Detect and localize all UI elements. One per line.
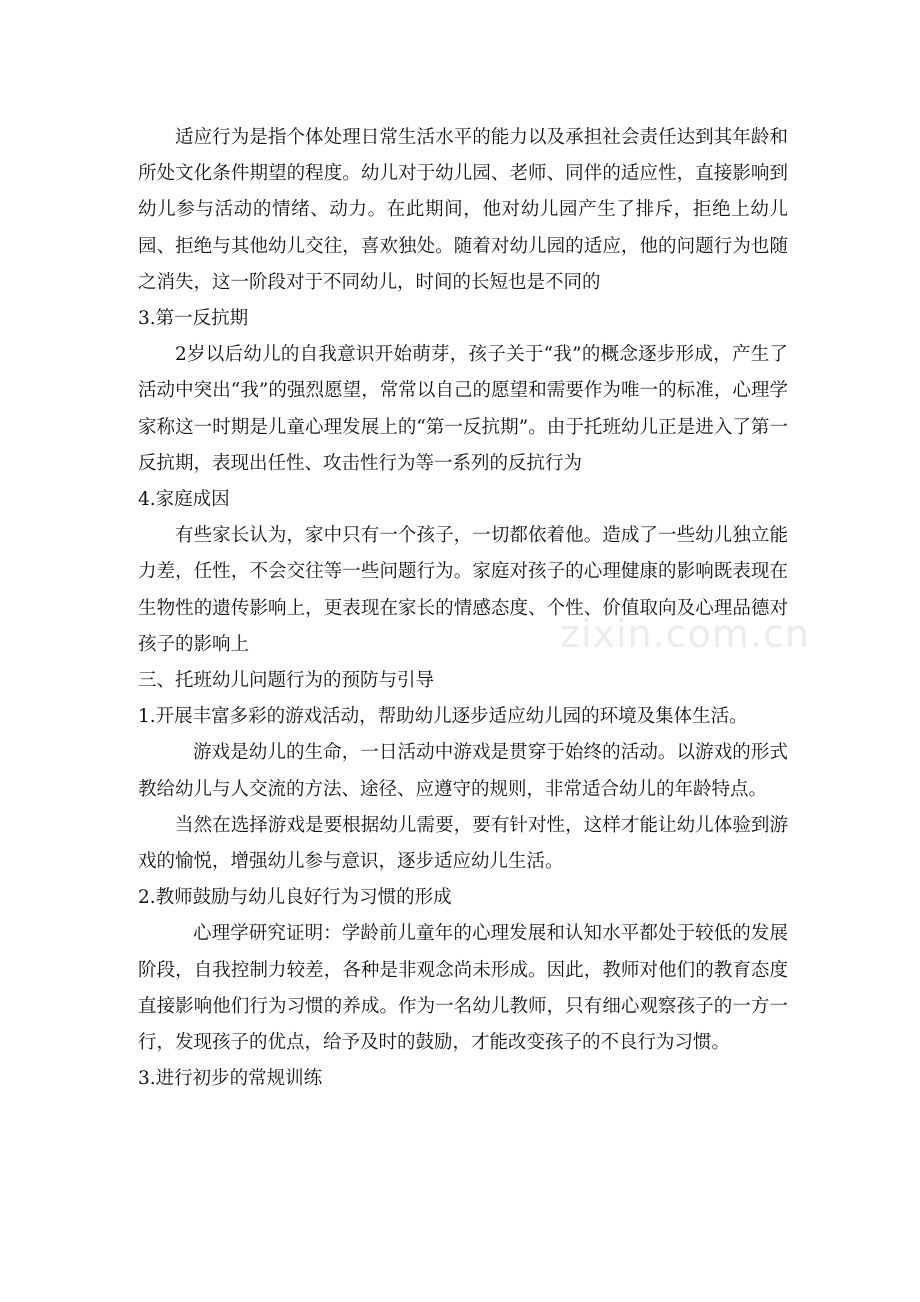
heading-games: 1.开展丰富多彩的游戏活动，帮助幼儿逐步适应幼儿园的环境及集体生活。 [138, 706, 748, 728]
paragraph-adaptive-behavior: 适应行为是指个体处理日常生活水平的能力以及承担社会责任达到其年龄和所处文化条件期望的程度。幼儿对于幼儿园、老师、同伴的适应性，直接影响到幼儿参与活动的情绪、动力。在此期间，他对幼儿园产生了排斥，拒绝上幼儿园、拒绝与其他幼儿交往，喜欢独处。随着对幼儿园的适应，他的问题行为也随之消失，这一阶段对于不同幼儿，时间的长短也是不同的 [138, 127, 788, 293]
paragraph-game-selection: 当然在选择游戏是要根据幼儿需要，要有针对性，这样才能让幼儿体验到游戏的愉悦，增强幼儿参与意识，逐步适应幼儿生活。 [138, 814, 788, 873]
heading-routine-training: 3.进行初步的常规训练 [138, 1068, 323, 1090]
heading-teacher-encouragement: 2.教师鼓励与幼儿良好行为习惯的形成 [138, 887, 452, 909]
heading-first-rebellion: 3.第一反抗期 [138, 308, 249, 330]
document-body [138, 120, 788, 1097]
heading-family-causes: 4.家庭成因 [138, 489, 230, 511]
section-heading-prevention: 三、托班幼儿问题行为的预防与引导 [138, 670, 435, 692]
paragraph-first-rebellion: 2岁以后幼儿的自我意识开始萌芽，孩子关于“我”的概念逐步形成，产生了活动中突出“我”的强烈愿望，常常以自己的愿望和需要作为唯一的标准，心理学家称这一时期是儿童心理发展上的“第一反抗期”。由于托班幼儿正是进入了第一反抗期，表现出任性、攻击性行为等一系列的反抗行为 [138, 344, 788, 474]
watermark-text: zixin.com.cn [560, 612, 810, 656]
paragraph-family-causes: 有些家长认为，家中只有一个孩子，一切都依着他。造成了一些幼儿独立能力差，任性，不会交往等一些问题行为。家庭对孩子的心理健康的影响既表现在生物性的遗传影响上，更表现在家长的情感态度、个性、价值取向及心理品德对孩子的影响上 [138, 525, 788, 655]
paragraph-games: 游戏是幼儿的生命，一日活动中游戏是贯穿于始终的活动。以游戏的形式教给幼儿与人交流的方法、途径、应遵守的规则，非常适合幼儿的年龄特点。 [138, 742, 788, 800]
paragraph-teacher-encouragement: 心理学研究证明：学龄前儿童年的心理发展和认知水平都处于较低的发展阶段，自我控制力较差，各种是非观念尚未形成。因此，教师对他们的教育态度直接影响他们行为习惯的养成。作为一名幼儿教师，只有细心观察孩子的一方一行，发现孩子的优点，给予及时的鼓励，才能改变孩子的不良行为习惯。 [138, 923, 788, 1054]
